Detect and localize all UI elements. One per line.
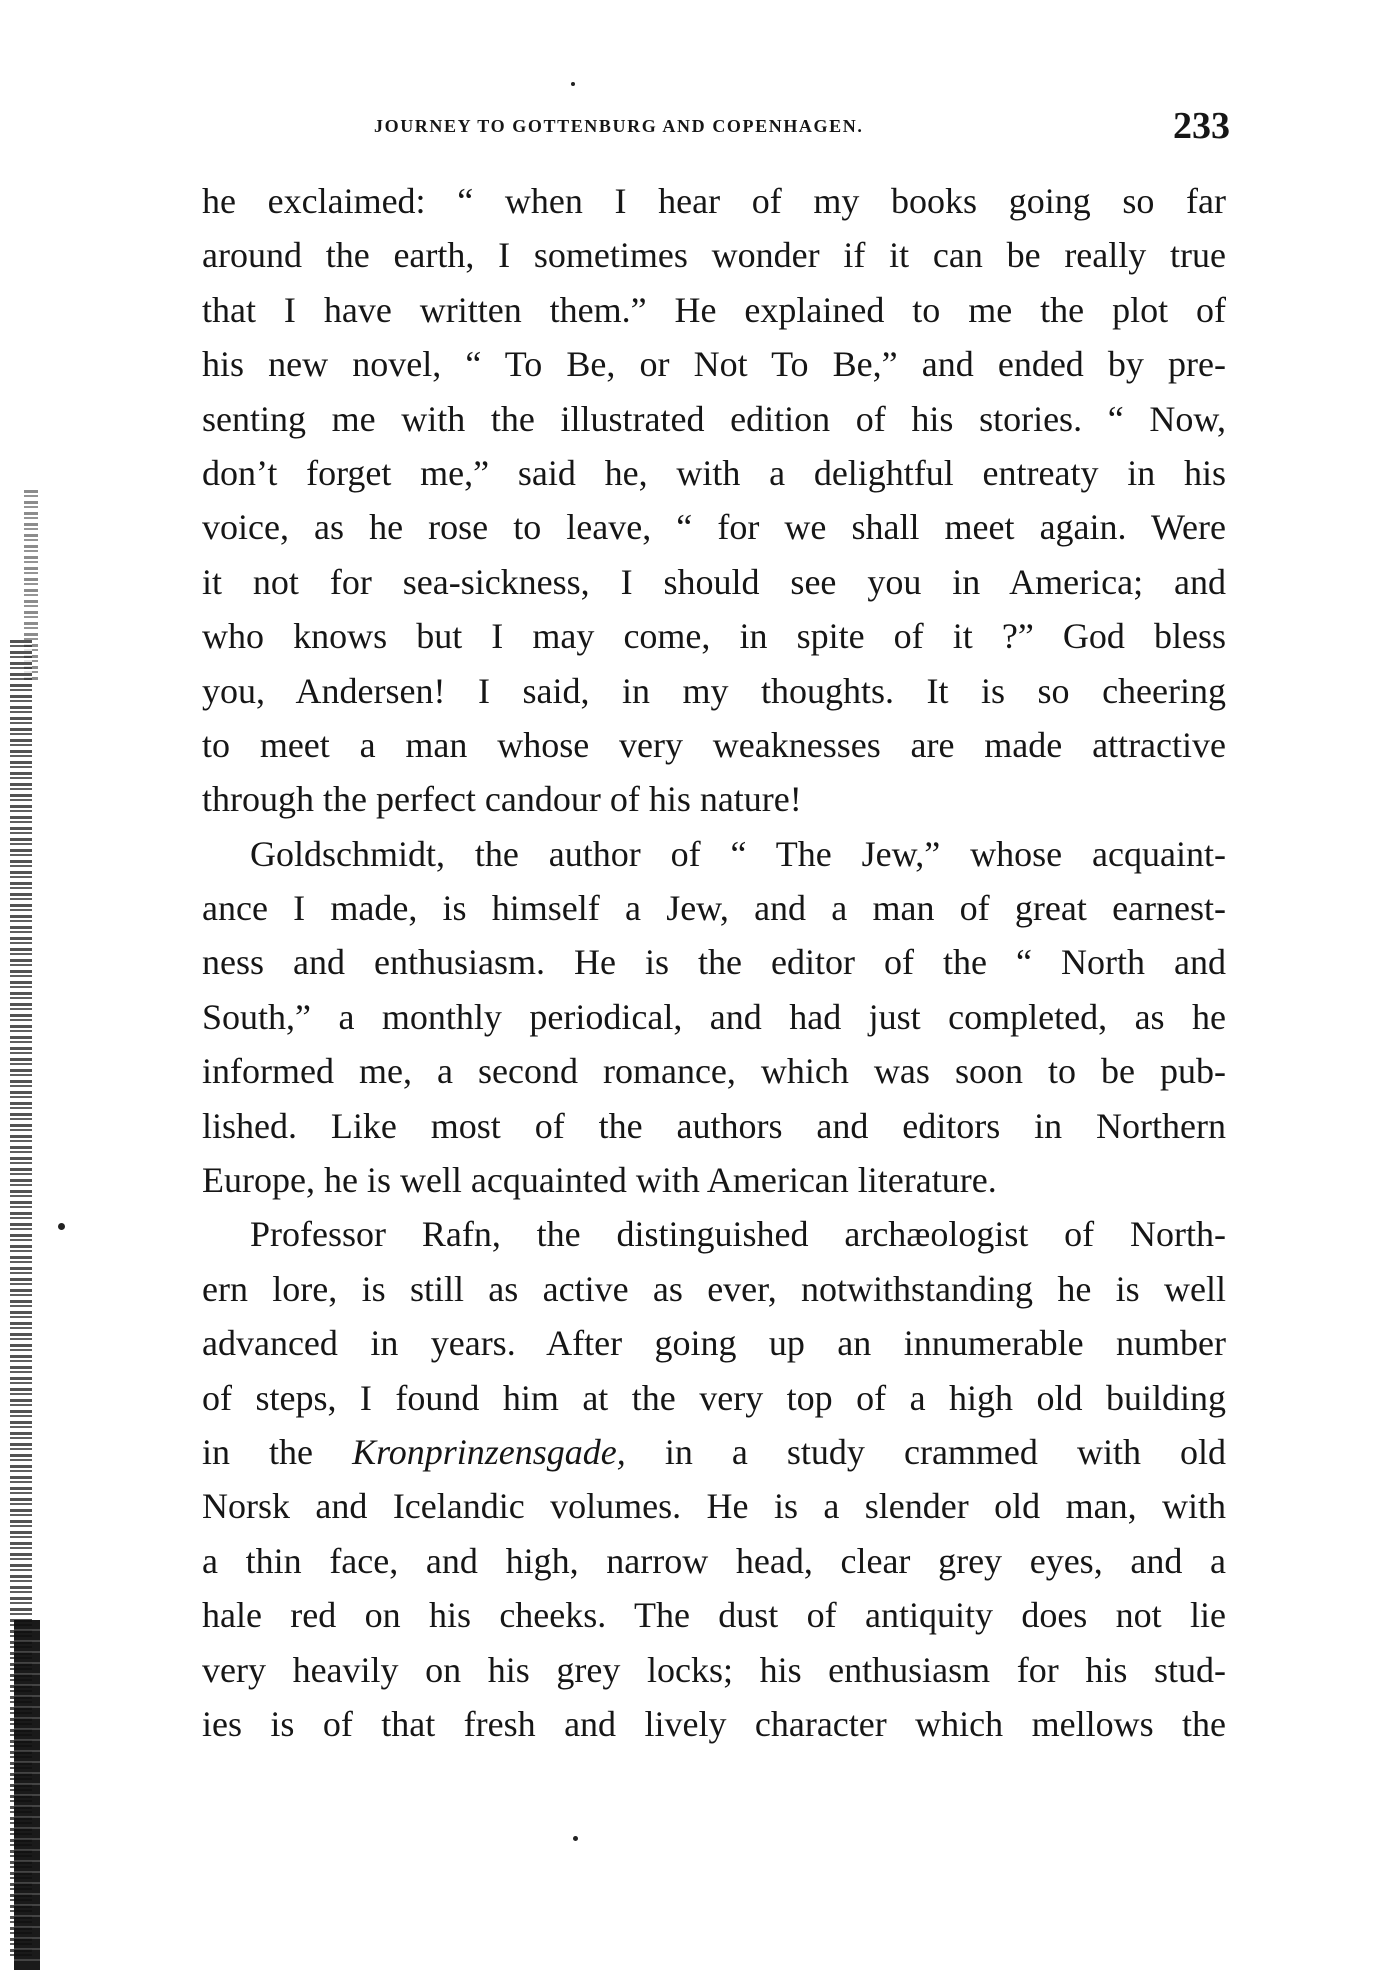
- text-line: informed me, a second romance, which was soon to be pub-: [202, 1051, 1226, 1092]
- text-line: South,” a monthly periodical, and had just completed, as he: [202, 996, 1226, 1037]
- text-line: hale red on his cheeks. The dust of antiquity does not lie: [202, 1595, 1226, 1636]
- text-line: of steps, I found him at the very top of a high old building: [202, 1377, 1226, 1418]
- text-line: Professor Rafn, the distinguished archæologist of North-: [250, 1214, 1226, 1255]
- text-line: ern lore, is still as active as ever, notwithstanding he is well: [202, 1268, 1226, 1309]
- body-text: [202, 174, 1226, 1751]
- text-line: ness and enthusiasm. He is the editor of the “ North and: [202, 942, 1226, 983]
- text-line: voice, as he rose to leave, “ for we shall meet again. Were: [202, 507, 1226, 548]
- text-line: through the perfect candour of his nature!: [202, 779, 802, 820]
- text-line: Goldschmidt, the author of “ The Jew,” whose acquaint-: [250, 833, 1226, 874]
- text-line: a thin face, and high, narrow head, clear grey eyes, and a: [202, 1540, 1226, 1581]
- text-line: advanced in years. After going up an innumerable number: [202, 1323, 1226, 1364]
- text-line: [202, 1425, 1226, 1479]
- text-line: to meet a man whose very weaknesses are made attractive: [202, 724, 1226, 765]
- text-line: his new novel, “ To Be, or Not To Be,” and ended by pre-: [202, 344, 1226, 385]
- text-line: Norsk and Icelandic volumes. He is a slender old man, with: [202, 1486, 1226, 1527]
- text-line: ies is of that fresh and lively character which mellows the: [202, 1703, 1226, 1744]
- text-line: lished. Like most of the authors and editors in Northern: [202, 1105, 1226, 1146]
- scan-speck: [573, 1836, 578, 1841]
- text-fragment: in a study crammed with old: [664, 1431, 1226, 1472]
- text-line: senting me with the illustrated edition of his stories. “ Now,: [202, 398, 1226, 439]
- page-header: [360, 105, 1230, 148]
- text-line: that I have written them.” He explained to me the plot of: [202, 289, 1226, 330]
- text-fragment: in the: [202, 1431, 314, 1472]
- italic-street-name: Kronprinzensgade,: [352, 1431, 626, 1472]
- running-head: JOURNEY TO GOTTENBURG AND COPENHAGEN.: [374, 116, 864, 136]
- text-line: who knows but I may come, in spite of it ?” God bless: [202, 616, 1226, 657]
- text-line: very heavily on his grey locks; his enthusiasm for his stud-: [202, 1649, 1226, 1690]
- binding-shadow-lower: [14, 1620, 40, 1970]
- text-line: Europe, he is well acquainted with American literature.: [202, 1160, 997, 1201]
- scan-speck: [571, 82, 575, 86]
- text-line: don’t forget me,” said he, with a delightful entreaty in his: [202, 452, 1226, 493]
- text-line: around the earth, I sometimes wonder if it can be really true: [202, 235, 1226, 276]
- page-number: 233: [1173, 105, 1230, 147]
- scan-speck: [58, 1223, 65, 1230]
- text-line: he exclaimed: “ when I hear of my books going so far: [202, 181, 1226, 221]
- text-line: it not for sea-sickness, I should see you in America; and: [202, 561, 1226, 602]
- text-line: you, Andersen! I said, in my thoughts. It is so cheering: [202, 670, 1226, 711]
- text-line: ance I made, is himself a Jew, and a man of great earnest-: [202, 888, 1226, 929]
